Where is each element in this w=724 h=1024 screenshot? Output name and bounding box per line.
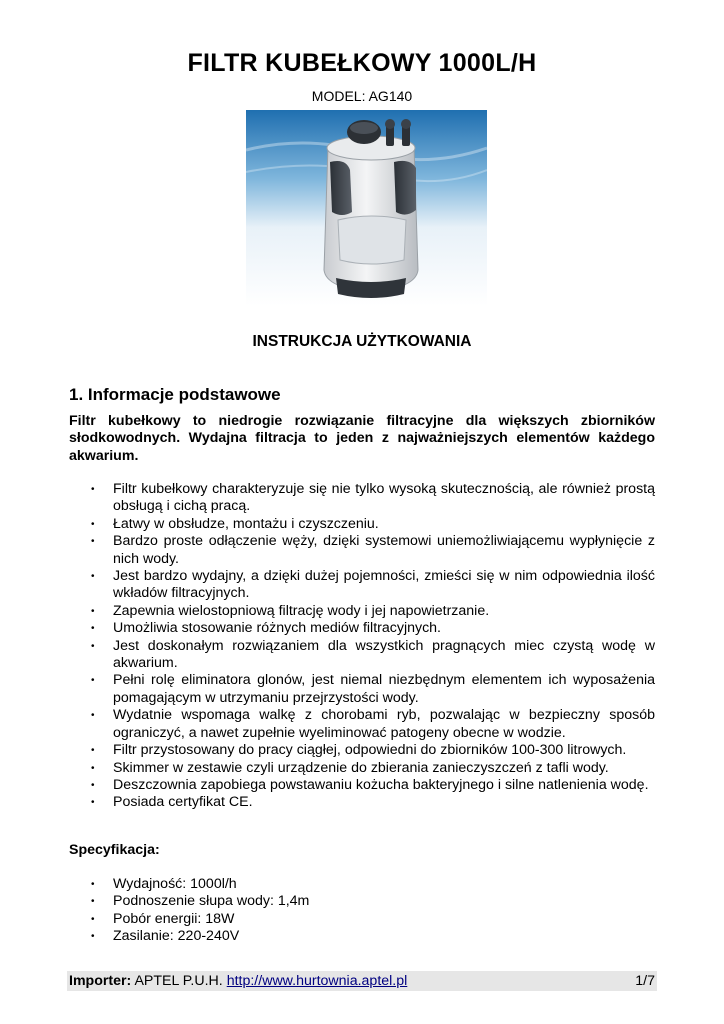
list-item: • Jest bardzo wydajny, a dzięki dużej pojemności, zmieści się w nim odpowiednia ilość wkładów filtracyjnych. (91, 568, 655, 602)
list-item: • Łatwy w obsłudze, montażu i czyszczeniu. (91, 515, 379, 532)
bullet-icon: • (91, 797, 95, 809)
list-item: • Deszczownia zapobiega powstawaniu kożucha bakteryjnego i silne natlenienia wodę. (91, 776, 649, 793)
importer-info (69, 971, 407, 991)
bullet-icon: • (91, 484, 95, 495)
list-item: • Bardzo proste odłączenie węży, dzięki systemowi uniemożliwiającemu wypłynięcie z nich wody. (91, 533, 655, 567)
instructions-subtitle: INSTRUKCJA UŻYTKOWANIA (252, 333, 472, 350)
bullet-icon: • (91, 605, 95, 617)
bullet-icon: • (91, 675, 95, 687)
bullet-icon: • (91, 518, 95, 530)
bullet-icon: • (91, 779, 95, 791)
importer-label: Importer: (69, 973, 132, 989)
list-item: • Zapewnia wielostopniową filtrację wody i jej napowietrzanie. (91, 602, 490, 619)
specs-heading: Specyfikacja: (69, 842, 160, 858)
bullet-icon: • (91, 623, 95, 635)
list-item: • Wydajność: 1000l/h (91, 876, 237, 892)
specs-list (69, 876, 655, 946)
list-item: • Posiada certyfikat CE. (91, 794, 253, 811)
feature-list (69, 481, 655, 812)
list-item: • Pełni rolę eliminatora glonów, jest niemal niezbędnym elementem ich wyposażenia pomagającym w utrzymaniu przejrzystości wody. (91, 672, 655, 706)
bullet-icon: • (91, 879, 95, 890)
list-item: • Skimmer w zestawie czyli urządzenie do zbierania zanieczyszczeń z tafli wody. (91, 759, 609, 776)
list-item: • Umożliwia stosowanie różnych mediów filtracyjnych. (91, 620, 442, 637)
list-item: • Filtr kubełkowy charakteryzuje się nie tylko wysoką skutecznością, ale również prostą obsługą i cichą pracą. (91, 481, 655, 515)
bullet-icon: • (91, 571, 95, 583)
list-item: • Wydatnie wspomaga walkę z chorobami ryb, pozwalając w bezpieczny sposób ograniczyć, a nawet zupełnie wyeliminować patogeny obecne w wodzie. (91, 707, 655, 741)
bullet-icon: • (91, 710, 95, 722)
list-item: • Zasilanie: 220-240V (91, 928, 240, 945)
document-title: FILTR KUBEŁKOWY 1000L/H (187, 49, 537, 77)
bullet-icon: • (91, 536, 95, 548)
bullet-icon: • (91, 745, 95, 757)
list-item: • Jest doskonałym rozwiązaniem dla wszystkich pragnących miec czystą wodę w akwarium. (91, 637, 655, 672)
page-number: 1/7 (635, 973, 655, 989)
bullet-icon: • (91, 640, 95, 652)
list-item: • Pobór energii: 18W (91, 910, 235, 927)
model-number: MODEL: AG140 (311, 88, 413, 104)
section-heading: 1. Informacje podstawowe (69, 385, 281, 404)
bullet-icon: • (91, 913, 95, 925)
page-footer (67, 971, 657, 991)
website-link[interactable]: http://www.hurtownia.aptel.pl (226, 973, 408, 989)
importer-name: APTEL P.U.H. (131, 973, 227, 989)
list-item: • Podnoszenie słupa wody: 1,4m (91, 893, 310, 910)
bullet-icon: • (91, 896, 95, 908)
product-photo (246, 110, 487, 306)
bullet-icon: • (91, 762, 95, 774)
intro-paragraph: Filtr kubełkowy to niedrogie rozwiązanie filtracyjne dla większych zbiorników słodkowodnych. Wydajna filtracja to jeden z najważniejszych elementów każdego akwarium. (69, 413, 655, 464)
bullet-icon: • (91, 931, 95, 943)
list-item: • Filtr przystosowany do pracy ciągłej, odpowiedni do zbiorników 100-300 litrowych. (91, 742, 627, 759)
